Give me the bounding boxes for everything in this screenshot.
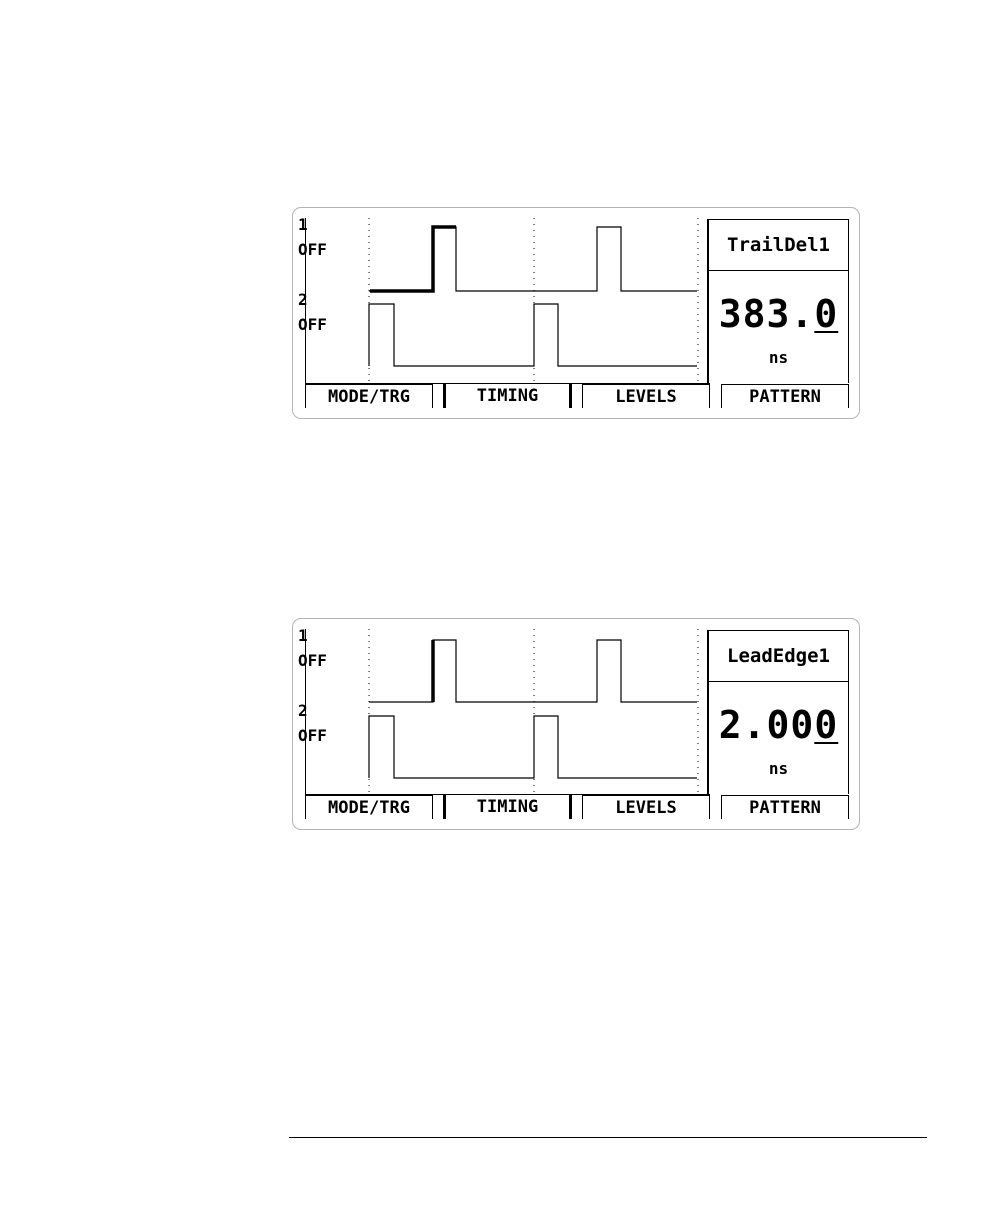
parameter-unit: ns <box>768 759 789 778</box>
parameter-panel <box>707 630 849 794</box>
parameter-name: LeadEdge1 <box>709 631 848 682</box>
channel-1-highlight-trail-delay <box>370 227 456 291</box>
channel-2-label <box>298 698 327 748</box>
parameter-name: TrailDel1 <box>709 220 848 271</box>
parameter-unit: ns <box>768 348 789 367</box>
parameter-panel <box>707 219 849 383</box>
waveform-plot <box>306 629 710 794</box>
softkey-levels[interactable]: LEVELS <box>582 384 710 408</box>
channel-1-label <box>298 212 327 262</box>
channel-1-number: 1 <box>298 215 308 234</box>
softkey-pattern[interactable]: PATTERN <box>721 795 849 819</box>
softkey-levels[interactable]: LEVELS <box>582 795 710 819</box>
page-footer-rule <box>289 1137 927 1138</box>
softkey-bar <box>305 384 849 410</box>
softkey-timing[interactable]: TIMING <box>443 384 572 408</box>
channel-2-number: 2 <box>298 290 308 309</box>
channel-1-state: OFF <box>298 240 327 259</box>
channel-1-trace <box>369 227 697 291</box>
channel-2-state: OFF <box>298 726 327 745</box>
channel-2-trace <box>369 304 697 366</box>
softkey-timing[interactable]: TIMING <box>443 795 572 819</box>
parameter-value[interactable] <box>709 292 848 336</box>
waveform-area <box>305 218 710 384</box>
channel-1-trace <box>369 640 697 702</box>
channel-2-state: OFF <box>298 315 327 334</box>
channel-1-label <box>298 623 327 673</box>
channel-2-number: 2 <box>298 701 308 720</box>
channel-1-state: OFF <box>298 651 327 670</box>
softkey-bar <box>305 795 849 821</box>
parameter-value[interactable] <box>709 703 848 747</box>
pulse-generator-display-trail-delay <box>292 207 860 419</box>
softkey-pattern[interactable]: PATTERN <box>721 384 849 408</box>
channel-2-label <box>298 287 327 337</box>
parameter-value-digits: 383. <box>718 292 815 336</box>
waveform-area <box>305 629 710 795</box>
softkey-mode-trg[interactable]: MODE/TRG <box>305 384 433 408</box>
parameter-value-cursor-digit[interactable]: 0 <box>814 292 839 336</box>
channel-1-number: 1 <box>298 626 308 645</box>
parameter-value-cursor-digit[interactable]: 0 <box>814 703 839 747</box>
softkey-mode-trg[interactable]: MODE/TRG <box>305 795 433 819</box>
waveform-plot <box>306 218 710 383</box>
pulse-generator-display-lead-edge <box>292 618 860 830</box>
channel-2-trace <box>369 716 697 778</box>
parameter-value-digits: 2.00 <box>718 703 815 747</box>
